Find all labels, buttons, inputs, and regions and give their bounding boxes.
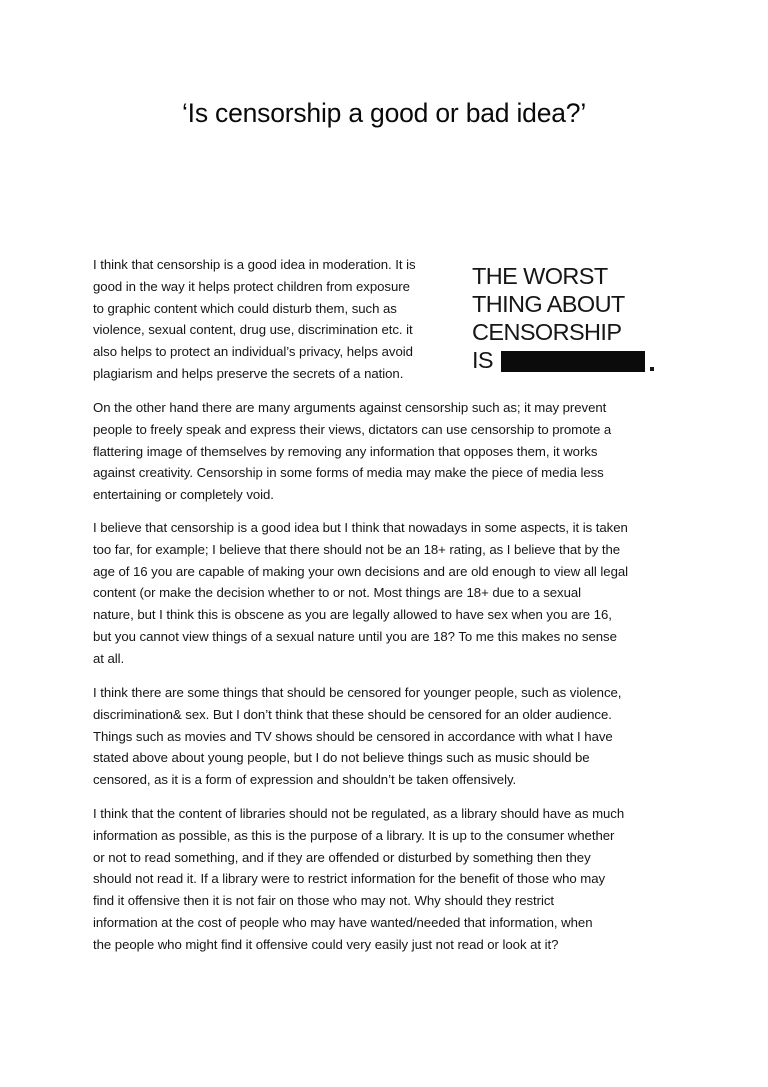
paragraph-line: On the other hand there are many arguments against censorship such as; it may prevent — [93, 400, 607, 415]
paragraph-line: too far, for example; I believe that there should not be an 18+ rating, as I believe that by the — [93, 541, 621, 557]
poster-line-2: THING ABOUT — [472, 291, 625, 317]
paragraph-line: age of 16 you are capable of making your own decisions and are old enough to view all legal — [93, 563, 629, 579]
poster-line-4 — [472, 346, 672, 374]
paragraph-line: also helps to protect an individual’s privacy, helps avoid — [93, 344, 413, 360]
paragraph-line: find it offensive then it is not fair on those who may not. Why should they restrict — [93, 893, 555, 909]
paragraph-line: or not to read something, and if they are offended or disturbed by something then they — [93, 849, 591, 865]
paragraph-line: people to freely speak and express their views, dictators can use censorship to promote a — [93, 421, 612, 437]
paragraph-1 — [93, 254, 453, 385]
censorship-poster-image — [472, 262, 672, 380]
paragraph-line: I believe that censorship is a good idea but I think that nowadays in some aspects, it is taken — [93, 520, 628, 535]
paragraph-line: Things such as movies and TV shows should be censored in accordance with what I have — [93, 728, 613, 744]
paragraph-line: good in the way it helps protect children from exposure — [93, 278, 410, 294]
paragraph-line: content (or make the decision whether to or not. Most things are 18+ due to a sexual — [93, 585, 582, 601]
poster-line-4-text: IS — [472, 347, 494, 373]
paragraph-line: discrimination& sex. But I don’t think that these should be censored for an older audience. — [93, 706, 612, 722]
paragraph-line: plagiarism and helps preserve the secrets of a nation. — [93, 365, 404, 381]
paragraph-line: at all. — [93, 650, 125, 666]
paragraph-3 — [93, 517, 683, 670]
paragraph-line: to graphic content which could disturb them, such as — [93, 300, 397, 316]
paragraph-line: but you cannot view things of a sexual nature until you are 18? To me this makes no sense — [93, 628, 617, 644]
poster-line-3: CENSORSHIP — [472, 319, 622, 345]
paragraph-line: I think that the content of libraries should not be regulated, as a library should have as much — [93, 806, 625, 821]
paragraph-line: entertaining or completely void. — [93, 487, 274, 503]
paragraph-line: I think there are some things that should be censored for younger people, such as violence, — [93, 685, 622, 700]
paragraph-line: stated above about young people, but I do not believe things such as music should be — [93, 750, 590, 766]
paragraph-line: flattering image of themselves by removing any information that opposes them, it works — [93, 443, 598, 459]
poster-line-1: THE WORST — [472, 263, 608, 289]
paragraph-line: violence, sexual content, drug use, discrimination etc. it — [93, 322, 413, 338]
paragraph-line: information at the cost of people who may have wanted/needed that information, when — [93, 914, 593, 930]
paragraph-line: the people who might find it offensive could very easily just not read or look at it? — [93, 936, 559, 952]
paragraph-5 — [93, 803, 683, 956]
paragraph-line: nature, but I think this is obscene as you are legally allowed to have sex when you are 16, — [93, 607, 612, 623]
paragraph-line: against creativity. Censorship in some forms of media may make the piece of media less — [93, 465, 604, 481]
document-title: ‘Is censorship a good or bad idea?’ — [181, 98, 587, 128]
redaction-bar — [501, 351, 645, 372]
paragraph-line: information as possible, as this is the purpose of a library. It is up to the consumer whether — [93, 827, 615, 843]
paragraph-line: I think that censorship is a good idea in moderation. It is — [93, 257, 416, 272]
paragraph-line: should not read it. If a library were to restrict information for the benefit of those who may — [93, 871, 606, 887]
paragraph-2 — [93, 397, 683, 506]
poster-period — [650, 367, 654, 371]
paragraph-4 — [93, 682, 683, 791]
paragraph-line: censored, as it is a form of expression and shouldn’t be taken offensively. — [93, 772, 517, 788]
